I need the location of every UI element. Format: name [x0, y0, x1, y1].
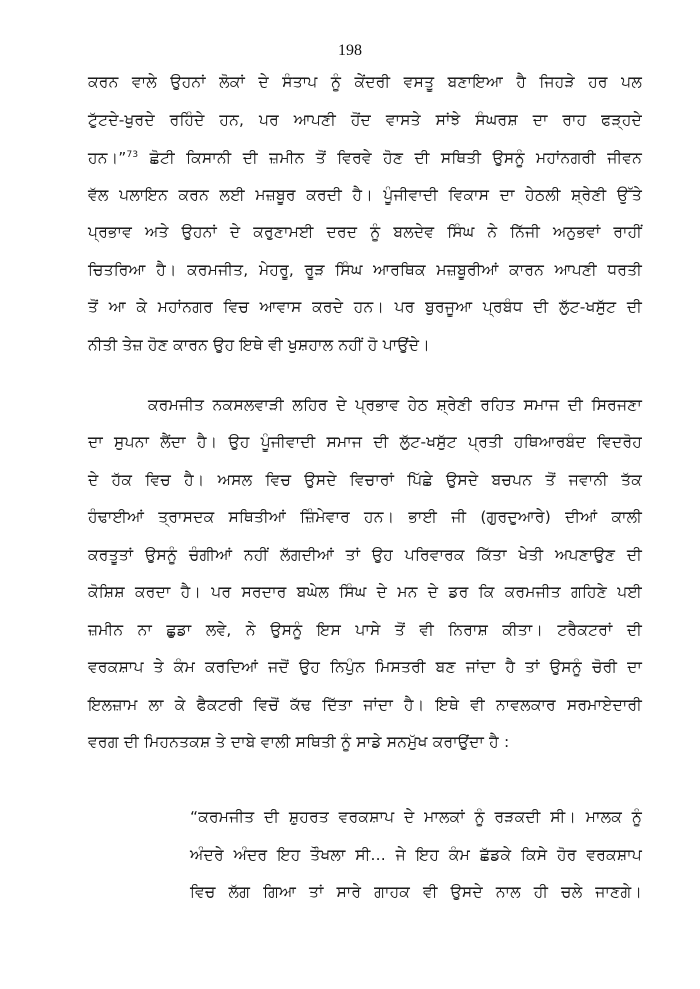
text-line-with-footnote [88, 148, 642, 168]
text-line: ਹੰਢਾਈਆਂ ਤ੍ਰਾਸਦਕ ਸਥਿਤੀਆਂ ਜ਼ਿੰਮੇਵਾਰ ਹਨ। ਭਾਈ ਜੀ (ਗੁਰਦੁਆਰੇ) ਦੀਆਂ ਕਾਲੀ [88, 508, 642, 526]
quote-line: ਅੰਦਰੇ ਅੰਦਰ ਇਹ ਤੌਖਲਾ ਸੀ... ਜੇ ਇਹ ਕੰਮ ਛੱਡਕੇ ਕਿਸੇ ਹੋਰ ਵਰਕਸ਼ਾਪ [190, 846, 642, 864]
quote-line: “ਕਰਮਜੀਤ ਦੀ ਸ਼ੁਹਰਤ ਵਰਕਸ਼ਾਪ ਦੇ ਮਾਲਕਾਂ ਨੂੰ ਰੜਕਦੀ ਸੀ। ਮਾਲਕ ਨੂੰ [190, 808, 642, 826]
text-line: ਕਰਮਜੀਤ ਨਕਸਲਵਾੜੀ ਲਹਿਰ ਦੇ ਪ੍ਰਭਾਵ ਹੇਠ ਸ਼੍ਰੇਣੀ ਰਹਿਤ ਸਮਾਜ ਦੀ ਸਿਰਜਣਾ [148, 396, 642, 414]
quote-line: ਵਿਚ ਲੱਗ ਗਿਆ ਤਾਂ ਸਾਰੇ ਗਾਹਕ ਵੀ ਉਸਦੇ ਨਾਲ ਹੀ ਚਲੇ ਜਾਣਗੇ। [190, 883, 642, 901]
text-line: ਇਲਜ਼ਾਮ ਲਾ ਕੇ ਫੈਕਟਰੀ ਵਿਚੋਂ ਕੱਢ ਦਿੱਤਾ ਜਾਂਦਾ ਹੈ। ਇਥੇ ਵੀ ਨਾਵਲਕਾਰ ਸਰਮਾਏਦਾਰੀ [88, 696, 642, 714]
text-line: ਕਰਨ ਵਾਲੇ ਉਹਨਾਂ ਲੋਕਾਂ ਦੇ ਸੰਤਾਪ ਨੂੰ ਕੇਂਦਰੀ ਵਸਤੂ ਬਣਾਇਆ ਹੈ ਜਿਹੜੇ ਹਰ ਪਲ [88, 73, 642, 91]
text-line: ਵਰਗ ਦੀ ਮਿਹਨਤਕਸ਼ ਤੇ ਦਾਬੇ ਵਾਲੀ ਸਥਿਤੀ ਨੂੰ ਸਾਡੇ ਸਨਮੁੱਖ ਕਰਾਉਂਦਾ ਹੈ : [88, 733, 510, 751]
text-line: ਜ਼ਮੀਨ ਨਾ ਛੁਡਾ ਲਵੇ, ਨੇ ਉਸਨੂੰ ਇਸ ਪਾਸੇ ਤੋਂ ਵੀ ਨਿਰਾਸ਼ ਕੀਤਾ। ਟਰੈਕਟਰਾਂ ਦੀ [88, 621, 642, 639]
text-line: ਵਰਕਸ਼ਾਪ ਤੇ ਕੰਮ ਕਰਦਿਆਂ ਜਦੋਂ ਉਹ ਨਿਪੁੰਨ ਮਿਸਤਰੀ ਬਣ ਜਾਂਦਾ ਹੈ ਤਾਂ ਉਸਨੂੰ ਚੋਰੀ ਦਾ [88, 658, 642, 676]
text-line: ਤੋਂ ਆ ਕੇ ਮਹਾਂਨਗਰ ਵਿਚ ਆਵਾਸ ਕਰਦੇ ਹਨ। ਪਰ ਬੁਰਜੂਆ ਪ੍ਰਬੰਧ ਦੀ ਲੁੱਟ-ਖਸੁੱਟ ਦੀ [88, 298, 642, 316]
text-line: ਟੁੱਟਦੇ-ਖੁਰਦੇ ਰਹਿੰਦੇ ਹਨ, ਪਰ ਆਪਣੀ ਹੋਂਦ ਵਾਸਤੇ ਸਾਂਝੇ ਸੰਘਰਸ਼ ਦਾ ਰਾਹ ਫੜ੍ਹਦੇ [88, 111, 642, 129]
footnote-ref: 73 [126, 149, 139, 160]
page-number: 198 [338, 42, 362, 59]
text-line: ਨੀਤੀ ਤੇਜ਼ ਹੋਣ ਕਾਰਨ ਉਹ ਇਥੇ ਵੀ ਖੁਸ਼ਹਾਲ ਨਹੀਂ ਹੋ ਪਾਉਂਦੇ। [88, 336, 430, 354]
text-fragment: ਛੋਟੀ ਕਿਸਾਨੀ ਦੀ ਜ਼ਮੀਨ ਤੋਂ ਵਿਰਵੇ ਹੋਣ ਦੀ ਸਥਿਤੀ ਉਸਨੂੰ ਮਹਾਂਨਗਰੀ ਜੀਵਨ [149, 149, 642, 167]
text-line: ਦੇ ਹੱਕ ਵਿਚ ਹੈ। ਅਸਲ ਵਿਚ ਉਸਦੇ ਵਿਚਾਰਾਂ ਪਿੱਛੇ ਉਸਦੇ ਬਚਪਨ ਤੋਂ ਜਵਾਨੀ ਤੱਕ [88, 471, 642, 489]
text-line: ਚਿਤਰਿਆ ਹੈ। ਕਰਮਜੀਤ, ਮੇਹਰੂ, ਰੂੜ ਸਿੰਘ ਆਰਥਿਕ ਮਜ਼ਬੂਰੀਆਂ ਕਾਰਨ ਆਪਣੀ ਧਰਤੀ [88, 261, 642, 279]
text-line: ਦਾ ਸੁਪਨਾ ਲੈਂਦਾ ਹੈ। ਉਹ ਪੂੰਜੀਵਾਦੀ ਸਮਾਜ ਦੀ ਲੁੱਟ-ਖਸੁੱਟ ਪ੍ਰਤੀ ਹਥਿਆਰਬੰਦ ਵਿਦਰੋਹ [88, 433, 642, 451]
text-fragment: ਹਨ।” [88, 149, 127, 167]
text-line: ਕਰਤੂਤਾਂ ਉਸਨੂੰ ਚੰਗੀਆਂ ਨਹੀਂ ਲੱਗਦੀਆਂ ਤਾਂ ਉਹ ਪਰਿਵਾਰਕ ਕਿੱਤਾ ਖੇਤੀ ਅਪਣਾਉਣ ਦੀ [88, 546, 642, 564]
text-line: ਪ੍ਰਭਾਵ ਅਤੇ ਉਹਨਾਂ ਦੇ ਕਰੁਣਾਮਈ ਦਰਦ ਨੂੰ ਬਲਦੇਵ ਸਿੰਘ ਨੇ ਨਿੱਜੀ ਅਨੁਭਵਾਂ ਰਾਹੀਂ [88, 223, 642, 241]
text-line: ਵੱਲ ਪਲਾਇਨ ਕਰਨ ਲਈ ਮਜ਼ਬੂਰ ਕਰਦੀ ਹੈ। ਪੂੰਜੀਵਾਦੀ ਵਿਕਾਸ ਦਾ ਹੇਠਲੀ ਸ਼੍ਰੇਣੀ ਉੱਤੇ [88, 186, 642, 204]
text-line: ਕੋਸ਼ਿਸ਼ ਕਰਦਾ ਹੈ। ਪਰ ਸਰਦਾਰ ਬਘੇਲ ਸਿੰਘ ਦੇ ਮਨ ਦੇ ਡਰ ਕਿ ਕਰਮਜੀਤ ਗਹਿਣੇ ਪਈ [88, 583, 642, 601]
